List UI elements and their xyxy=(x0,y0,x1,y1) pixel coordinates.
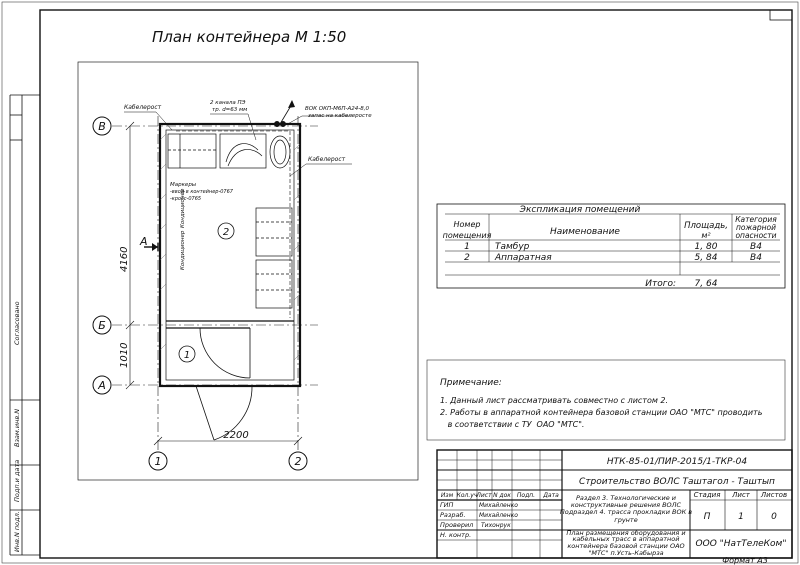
explication-header-cat-3: опасности xyxy=(735,231,777,240)
tb-col-list: Лист xyxy=(476,492,492,499)
explication-title: Экспликация помещений xyxy=(519,205,641,215)
explication-row-2-area: 5, 84 xyxy=(694,253,718,263)
side-label-inv-replace: Взам.инв.N xyxy=(13,408,21,447)
explication-row-1-area: 1, 80 xyxy=(694,242,718,252)
corner-mark xyxy=(770,10,792,20)
explication-row-2-name: Аппаратная xyxy=(495,253,552,263)
side-label-agreed: Согласовано xyxy=(13,301,21,345)
explication-total-label: Итого: xyxy=(645,279,676,289)
tb-sheets-label: Листов xyxy=(760,491,788,499)
dim-length-total: 4160 xyxy=(119,246,130,272)
tb-doc-code: НТК-85-01/ПИР-2015/1-ТКР-04 xyxy=(606,457,748,467)
callout-cable-right: Кабелерост xyxy=(308,156,346,163)
explication-header-area-2: м² xyxy=(701,231,711,240)
callout-conditioner-1: Кондиционер xyxy=(180,188,186,228)
explication-row-2-num: 2 xyxy=(464,253,470,263)
explication-table xyxy=(437,204,785,288)
axis-label-2: 2 xyxy=(294,455,302,468)
axis-label-a: А xyxy=(98,379,106,392)
section-mark-label: А xyxy=(140,235,148,248)
callout-conditioner-2: Кондиционер xyxy=(180,230,186,270)
door-inner xyxy=(200,328,250,378)
tb-person-gip: Михайленко xyxy=(479,502,518,509)
notes-item-2: 2. Работы в аппаратной контейнера базовой станции ОАО "МТС" проводить xyxy=(440,408,763,417)
tb-norm: Н. контр. xyxy=(440,531,472,539)
explication-header-area-1: Площадь, xyxy=(684,221,728,231)
callout-vok-2: запас на кабелеросте xyxy=(308,113,372,119)
explication-header-cat-2: пожарной xyxy=(736,223,776,232)
drawing-title: План контейнера М 1:50 xyxy=(152,28,347,46)
explication-row-1-name: Тамбур xyxy=(495,242,530,252)
explication-row-1-num: 1 xyxy=(464,242,470,252)
tb-col-izm: Изм xyxy=(440,492,454,499)
inner-frame xyxy=(40,10,792,558)
room-label-2: 2 xyxy=(222,227,230,238)
tb-col-date: Дата xyxy=(543,492,559,499)
tb-col-sign: Подп. xyxy=(516,492,536,499)
tb-checked: Проверил xyxy=(440,521,474,529)
equipment-racks xyxy=(256,208,292,308)
callout-pipes-2: тр. d=63 мм xyxy=(212,107,248,113)
explication-header-num-2: помещения xyxy=(442,231,492,240)
tb-section-2: конструктивные решения ВОЛС xyxy=(570,501,682,509)
tb-section-3: Подраздел 4. трасса прокладки ВОК в xyxy=(559,508,693,516)
tb-sheet-title-1: План размещения оборудования и xyxy=(566,529,686,537)
side-label-sign-date: Подп.и дата xyxy=(13,459,21,502)
notes-item-1: 1. Данный лист рассматривать совместно с листом 2. xyxy=(440,396,669,405)
explication-row-2-cat: В4 xyxy=(750,253,762,263)
explication-header-name: Наименование xyxy=(550,227,620,237)
explication-row-1-cat: В4 xyxy=(750,242,762,252)
axis-label-1: 1 xyxy=(154,455,162,468)
tb-sheet: 1 xyxy=(738,512,744,522)
tb-sheet-title-4: "МТС" п.Усть-Кабырза xyxy=(588,549,664,557)
tb-developed: Разраб. xyxy=(440,511,466,519)
tb-sheet-title-3: контейнера базовой станции ОАО xyxy=(567,542,685,550)
tb-person-dev: Михайленко xyxy=(479,512,518,519)
tb-gip: ГИП xyxy=(440,501,454,509)
dim-width: 2200 xyxy=(223,430,249,441)
callout-markers-3: -кросс-0765 xyxy=(170,196,202,202)
side-label-inv-orig: Инв.N подл. xyxy=(13,511,21,552)
tb-format: Формат А3 xyxy=(722,556,768,565)
tb-person-check: Тихонрук xyxy=(481,522,511,529)
dim-length-tambur: 1010 xyxy=(119,342,130,368)
tb-sheet-title-2: кабельных трасс в аппаратной xyxy=(572,535,680,543)
callout-markers-2: -ввод в контейнер-0767 xyxy=(170,189,233,195)
tb-project: Строительство ВОЛС Таштагол - Таштып xyxy=(579,477,775,487)
tb-stage-label: Стадия xyxy=(693,491,721,499)
tb-org: ООО "НатТелеКом" xyxy=(695,539,787,549)
callout-markers-1: Маркеры xyxy=(170,182,197,188)
explication-header-num-1: Номер xyxy=(453,220,481,229)
tb-sheets: 0 xyxy=(771,512,777,522)
axis-label-b: Б xyxy=(98,319,106,332)
tb-section-4: грунте xyxy=(614,516,638,524)
tb-section-1: Раздел 3. Технологические и xyxy=(575,494,677,502)
explication-total-value: 7, 64 xyxy=(694,279,718,289)
tb-sheet-label: Лист xyxy=(732,491,750,499)
notes-heading: Примечание: xyxy=(440,378,502,388)
callout-pipes-1: 2 канала ПЭ xyxy=(210,100,246,106)
tb-col-doc: N док xyxy=(493,492,511,499)
equipment-top xyxy=(168,121,290,168)
axis-label-v: В xyxy=(98,120,106,133)
callout-cable-top: Кабелерост xyxy=(124,104,162,111)
notes-item-3: в соответствии с ТУ ОАО "МТС". xyxy=(440,420,585,429)
cable-entry-arrowhead xyxy=(288,100,295,108)
axis-bubbles xyxy=(93,117,307,470)
explication-header-cat-1: Категория xyxy=(735,215,777,224)
tb-stage: П xyxy=(703,512,711,522)
tb-col-kol: Кол.уч xyxy=(456,492,478,499)
grid-axes xyxy=(112,116,318,452)
room-label-1: 1 xyxy=(183,350,191,361)
callout-vok-1: ВОК ОКП-М6П-А24-8,0 xyxy=(305,106,369,112)
